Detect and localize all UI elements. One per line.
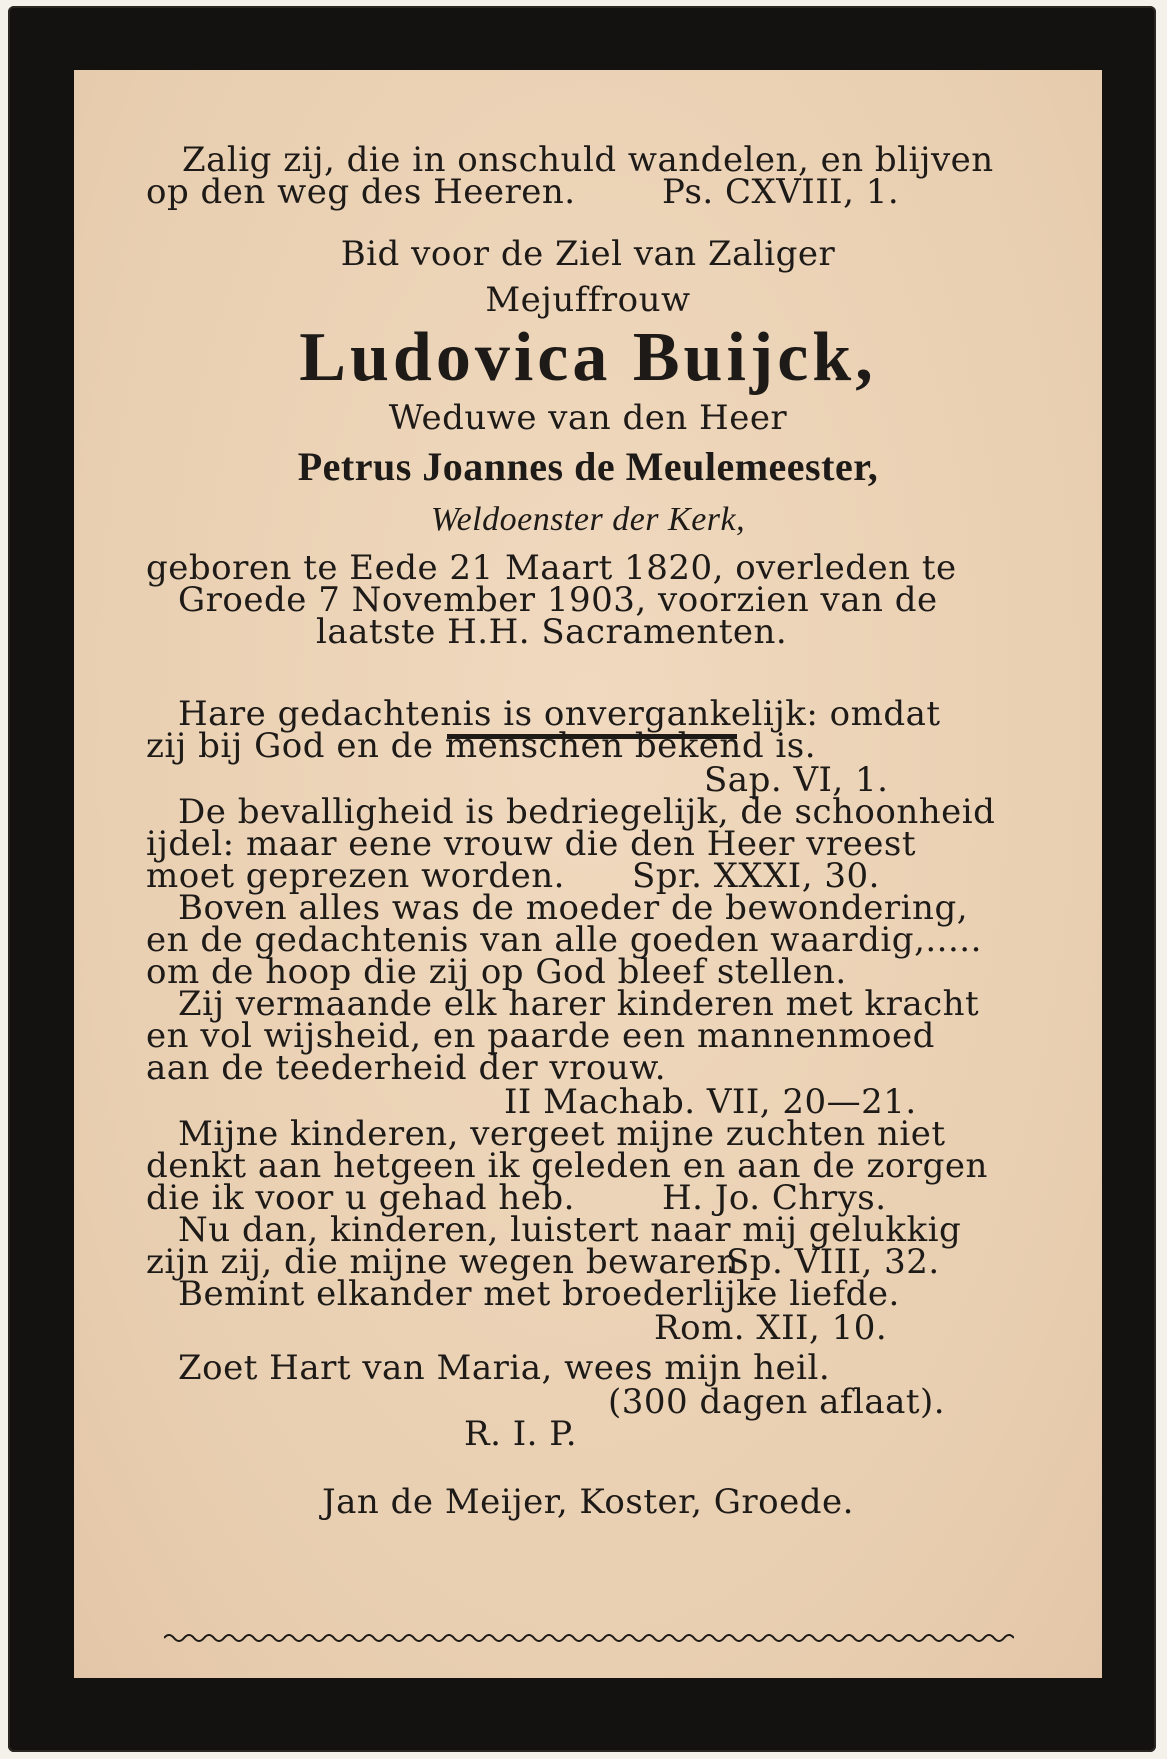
verse-4-ref: II Machab. VII, 20—21.	[504, 1082, 917, 1122]
intro-line-1: Bid voor de Ziel van Zaliger	[340, 234, 836, 274]
indulgence-line: (300 dagen aflaat).	[608, 1382, 946, 1422]
verse-1-ref: Sap. VI, 1.	[704, 760, 889, 800]
verse-2-line-3: moet geprezen worden.	[146, 856, 565, 896]
verse-5-line-1: Mijne kinderen, vergeet mijne zuchten niet	[178, 1114, 946, 1154]
deceased-name: Ludovica Buijck,	[299, 319, 877, 396]
verse-1-line-1: Hare gedachtenis is onvergankelijk: omdat	[178, 694, 941, 734]
verse-5-line-2: denkt aan hetgeen ik geleden en aan de zorgen	[146, 1146, 988, 1186]
verse-4-line-1: Zij vermaande elk harer kinderen met kracht	[178, 984, 980, 1024]
birth-death-line-1: geboren te Eede 21 Maart 1820, overleden te	[146, 548, 957, 588]
widow-of: Weduwe van den Heer	[388, 398, 788, 438]
epigraph-line-1: Zalig zij, die in onschuld wandelen, en blijven	[182, 140, 994, 180]
verse-7-line-1: Bemint elkander met broederlijke liefde.	[178, 1274, 900, 1314]
card-text	[74, 70, 1102, 1678]
verse-6-ref: Sp. VIII, 32.	[726, 1242, 940, 1282]
intro-line-2: Mejuffrouw	[485, 280, 691, 320]
verse-4-line-2: en vol wijsheid, en paarde een mannenmoed	[146, 1016, 935, 1056]
verse-7-ref: Rom. XII, 10.	[654, 1308, 888, 1348]
verse-5-line-3: die ik voor u gehad heb.	[146, 1178, 575, 1218]
verse-3-line-2: en de gedachtenis van alle goeden waardig,.....	[146, 920, 982, 960]
verse-1-line-2: zij bij God en de menschen bekend is.	[146, 726, 817, 766]
verse-2-line-1: De bevalligheid is bedriegelijk, de schoonheid	[178, 792, 996, 832]
verse-6-line-2: zijn zij, die mijne wegen bewaren	[146, 1242, 739, 1282]
wavy-divider	[164, 1632, 1014, 1644]
verse-5-ref: H. Jo. Chrys.	[662, 1178, 887, 1218]
verse-3-line-1: Boven alles was de moeder de bewondering,	[178, 888, 969, 928]
title-line: Weldoenster der Kerk,	[430, 501, 746, 538]
rip-line: R. I. P.	[464, 1414, 578, 1454]
memorial-card	[8, 6, 1156, 1752]
birth-death-line-2: Groede 7 November 1903, voorzien van de	[178, 580, 938, 620]
birth-death-line-3: laatste H.H. Sacramenten.	[316, 612, 788, 652]
verse-2-line-2: ijdel: maar eene vrouw die den Heer vreest	[146, 824, 917, 864]
footer-printer: Jan de Meijer, Koster, Groede.	[322, 1482, 854, 1522]
verse-6-line-1: Nu dan, kinderen, luistert naar mij gelukkig	[178, 1210, 962, 1250]
verse-4-line-3: aan de teederheid der vrouw.	[146, 1048, 667, 1088]
card-paper	[74, 70, 1102, 1678]
verse-2-ref: Spr. XXXI, 30.	[632, 856, 880, 896]
husband-name: Petrus Joannes de Meulemeester,	[297, 444, 879, 489]
epigraph-ref: Ps. CXVIII, 1.	[662, 172, 900, 212]
epigraph-line-2: op den weg des Heeren.	[146, 172, 576, 212]
prayer-line: Zoet Hart van Maria, wees mijn heil.	[178, 1348, 831, 1388]
verse-3-line-3: om de hoop die zij op God bleef stellen.	[146, 952, 847, 992]
